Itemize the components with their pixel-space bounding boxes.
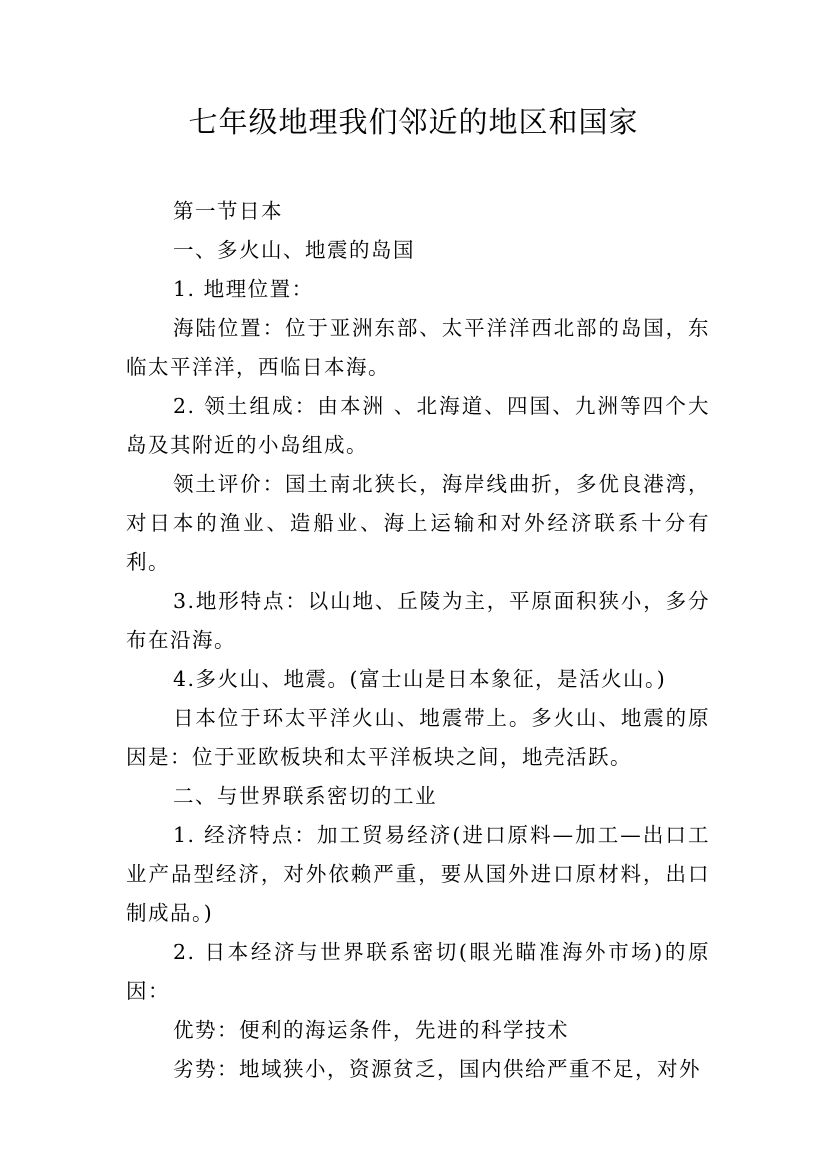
section-heading: 第一节日本 xyxy=(173,199,283,223)
paragraph: 3.地形特点：以山地、丘陵为主，平原面积狭小，多分布在沿海。 xyxy=(126,589,710,652)
paragraph: 领土评价：国土南北狭长，海岸线曲折，多优良港湾，对日本的渔业、造船业、海上运输和对外经济联系十分有利。 xyxy=(126,472,710,574)
paragraph: 劣势：地域狭小，资源贫乏，国内供给严重不足，对外 xyxy=(173,1057,701,1081)
subsection-heading: 二、与世界联系密切的工业 xyxy=(173,784,437,808)
paragraph: 4.多火山、地震。(富士山是日本象征，是活火山。) xyxy=(173,667,667,691)
document-body xyxy=(126,192,710,1089)
document-title: 七年级地理我们邻近的地区和国家 xyxy=(188,105,639,139)
paragraph: 2. 领土组成：由本洲 、北海道、四国、九洲等四个大岛及其附近的小岛组成。 xyxy=(126,394,710,457)
paragraph: 海陆位置：位于亚洲东部、太平洋洋西北部的岛国，东临太平洋洋，西临日本海。 xyxy=(126,316,710,379)
paragraph: 日本位于环太平洋火山、地震带上。多火山、地震的原因是：位于亚欧板块和太平洋板块之间，地壳活跃。 xyxy=(126,706,710,769)
paragraph: 2. 日本经济与世界联系密切(眼光瞄准海外市场)的原因： xyxy=(126,940,710,1003)
subsection-heading: 一、多火山、地震的岛国 xyxy=(173,238,415,262)
paragraph: 1. 地理位置： xyxy=(173,277,314,301)
paragraph: 优势：便利的海运条件，先进的科学技术 xyxy=(173,1018,569,1042)
paragraph: 1. 经济特点：加工贸易经济(进口原料—加工—出口工业产品型经济，对外依赖严重，要从国外进口原材料，出口制成品。) xyxy=(126,823,710,925)
